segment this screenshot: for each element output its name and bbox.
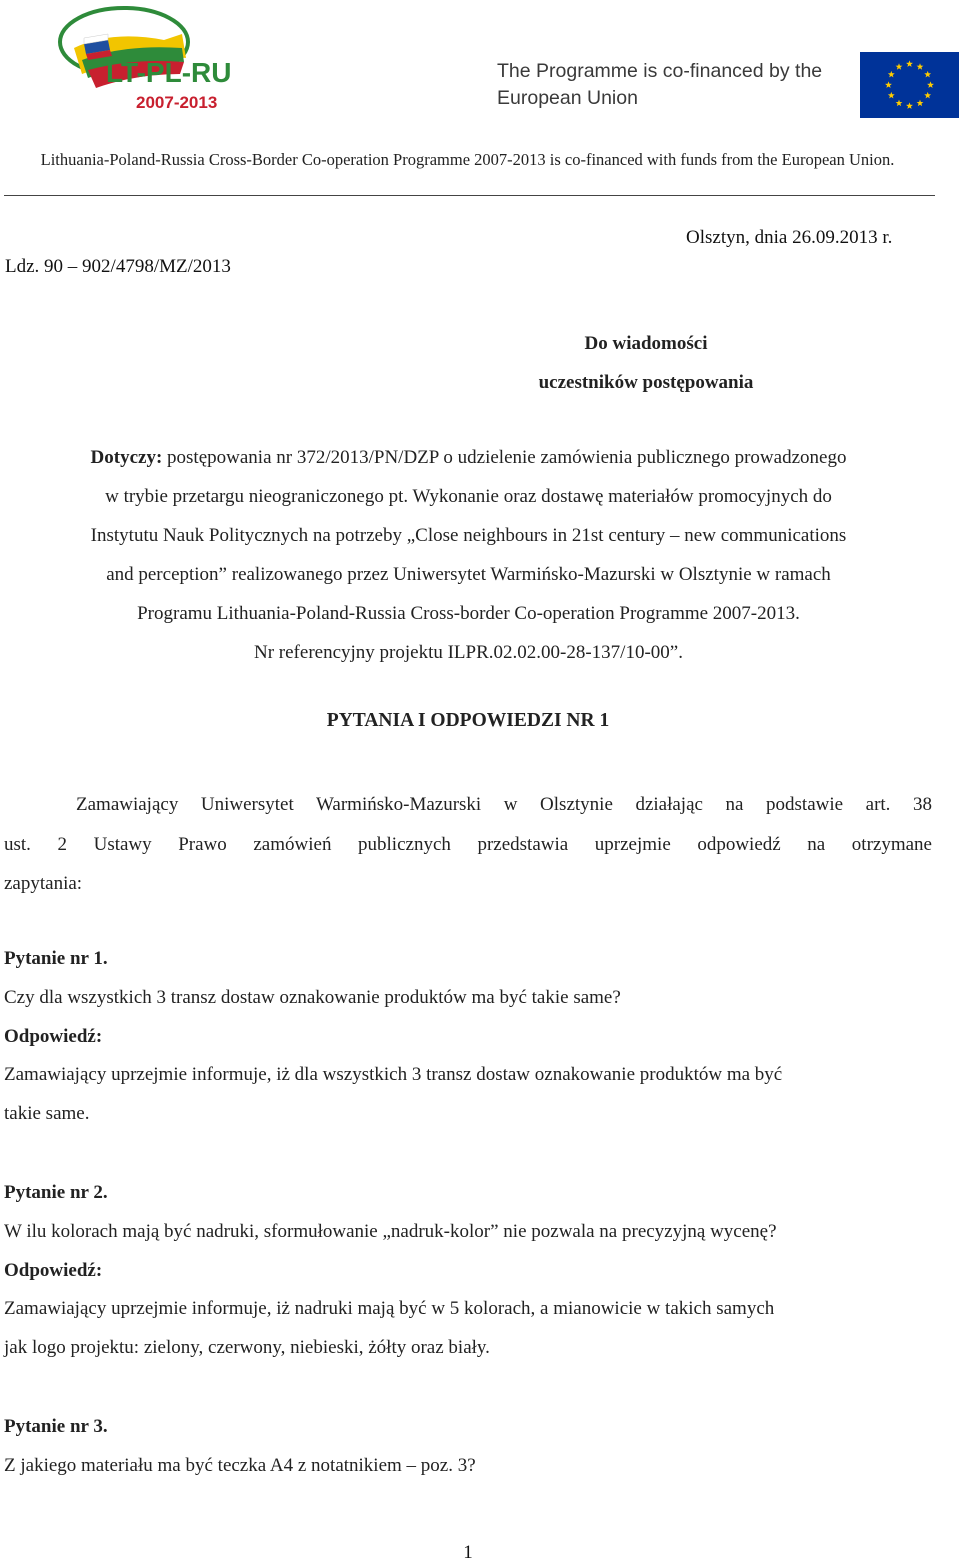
subject-line3: Instytutu Nauk Politycznych na potrzeby „Close neighbours in 21st century – new communications xyxy=(90,525,847,546)
logo-text: LT-PL-RU xyxy=(106,57,232,88)
intro-line2: ust. 2 Ustawy Prawo zamówień publicznych przedstawia uprzejmie odpowiedź na otrzymane xyxy=(4,833,932,855)
question-text: Czy dla wszystkich 3 transz dostaw oznakowanie produktów ma być takie same? xyxy=(4,986,621,1008)
intro-line1: Zamawiający Uniwersytet Warmińsko-Mazurski w Olsztynie działając na podstawie art. 38 xyxy=(76,794,932,815)
answer-line: jak logo projektu: zielony, czerwony, niebieski, żółty oraz biały. xyxy=(4,1337,490,1359)
eu-text-line1: The Programme is co-financed by the xyxy=(497,60,823,82)
question-block xyxy=(4,1174,934,1368)
answer-line: Zamawiający uprzejmie informuje, iż nadruki mają być w 5 kolorach, a mianowicie w takich samych xyxy=(4,1298,775,1320)
answer-label: Odpowiedź: xyxy=(4,1025,103,1047)
addressee-line2: uczestników postępowania xyxy=(538,372,754,393)
funding-note: Lithuania-Poland-Russia Cross-Border Co-operation Programme 2007-2013 is co-financed with funds from the European Union. xyxy=(40,150,895,169)
eu-cofinancing-text xyxy=(497,58,853,112)
subject-block xyxy=(16,438,921,672)
subject-line5: Programu Lithuania-Poland-Russia Cross-border Co-operation Programme 2007-2013. xyxy=(137,603,800,624)
intro-line3: zapytania: xyxy=(4,873,83,894)
addressee-line1: Do wiadomości xyxy=(584,333,708,354)
reference-number: Ldz. 90 – 902/4798/MZ/2013 xyxy=(5,256,231,277)
lt-pl-ru-logo xyxy=(52,4,274,116)
place-date: Olsztyn, dnia 26.09.2013 r. xyxy=(686,227,893,248)
question-label: Pytanie nr 2. xyxy=(4,1182,108,1203)
question-label: Pytanie nr 3. xyxy=(4,1416,108,1437)
eu-flag-icon xyxy=(860,52,959,118)
addressee xyxy=(470,324,822,402)
question-block xyxy=(4,1408,934,1486)
subject-line4: and perception” realizowanego przez Uniwersytet Warmińsko-Mazurski w Olsztynie w ramach xyxy=(106,564,831,585)
answer-label: Odpowiedź: xyxy=(4,1259,103,1281)
subject-line2: w trybie przetargu nieograniczonego pt. Wykonanie oraz dostawę materiałów promocyjnych do xyxy=(105,486,832,507)
answer-line: Zamawiający uprzejmie informuje, iż dla wszystkich 3 transz dostaw oznakowanie produktów ma być xyxy=(4,1064,783,1086)
question-block xyxy=(4,940,934,1134)
question-text: Z jakiego materiału ma być teczka A4 z notatnikiem – poz. 3? xyxy=(4,1454,476,1476)
section-heading: PYTANIA I ODPOWIEDZI NR 1 xyxy=(326,710,610,731)
subject-line1: postępowania nr 372/2013/PN/DZP o udzielenie zamówienia publicznego prowadzonego xyxy=(167,447,847,468)
question-text: W ilu kolorach mają być nadruki, sformułowanie „nadruk-kolor” nie pozwala na precyzyjną wycenę? xyxy=(4,1220,777,1242)
logo-years: 2007-2013 xyxy=(136,93,218,112)
page-number: 1 xyxy=(463,1542,473,1563)
intro-paragraph xyxy=(4,785,932,904)
question-label: Pytanie nr 1. xyxy=(4,948,108,969)
answer-line: takie same. xyxy=(4,1103,90,1125)
subject-label: Dotyczy: xyxy=(90,447,163,468)
header-divider xyxy=(4,195,935,196)
eu-text-line2: European Union xyxy=(497,87,638,109)
subject-line6: Nr referencyjny projektu ILPR.02.02.00-28-137/10-00”. xyxy=(254,642,683,663)
